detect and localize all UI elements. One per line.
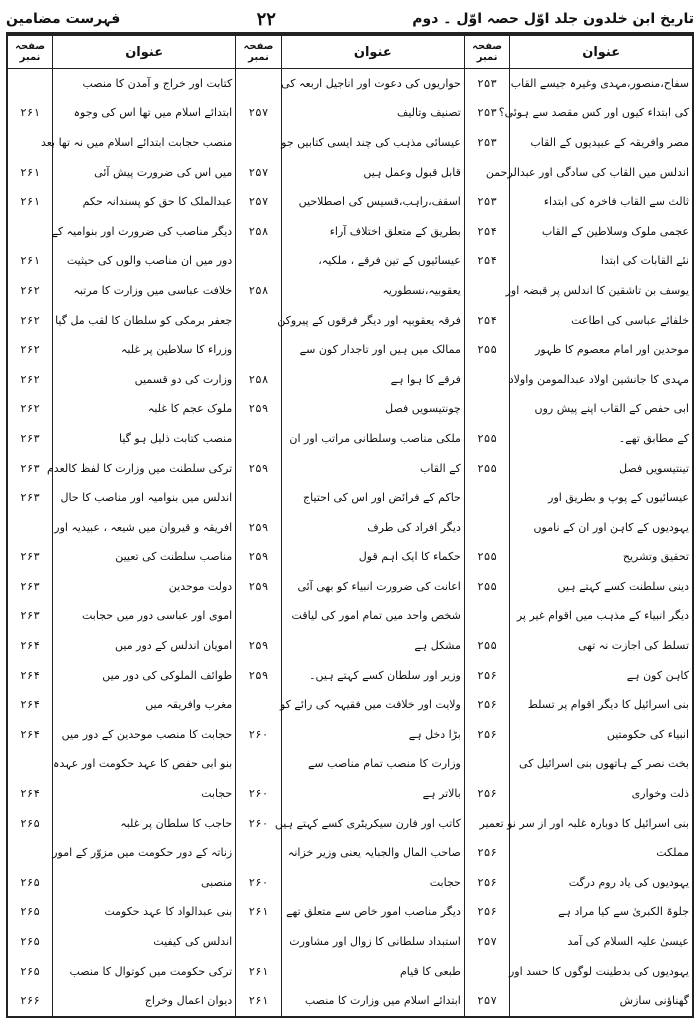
page-number-cell bbox=[464, 395, 510, 425]
entry-title-cell: دیوان اعمال وخراج bbox=[53, 986, 236, 1017]
page-number-cell bbox=[236, 247, 282, 277]
entry-title-cell: بنی اسرائیل کا دوبارہ غلبہ اور از سر نو تعمیر bbox=[510, 809, 693, 839]
page-number-cell bbox=[464, 957, 510, 987]
table-row bbox=[7, 927, 693, 957]
section-title: فہرست مضامین bbox=[6, 11, 121, 27]
entry-title-cell: کے مطابق تھے۔ bbox=[510, 424, 693, 454]
page-number-cell: ۲۵۹ bbox=[236, 395, 282, 425]
page-number-cell: ۲۶۲ bbox=[7, 306, 53, 336]
entry-title-cell: چونتیسویں فصل bbox=[281, 395, 464, 425]
page-number-cell: ۲۶۳ bbox=[7, 454, 53, 484]
page-number-cell: ۲۵۹ bbox=[236, 661, 282, 691]
table-row bbox=[7, 690, 693, 720]
entry-title-cell: ابی حفص کے القاب اپنے پیش روں bbox=[510, 395, 693, 425]
entry-title-cell: فرقہ یعقوبیہ اور دیگر فرقوں کے پیروکن bbox=[281, 306, 464, 336]
page-number-cell: ۲۶۴ bbox=[7, 779, 53, 809]
page-number-cell bbox=[7, 838, 53, 868]
page-number-cell bbox=[236, 927, 282, 957]
entry-title-cell: منصب حجابت ابتدائے اسلام میں نہ تھا بعد bbox=[53, 128, 236, 158]
page-number-cell bbox=[236, 306, 282, 336]
table-row bbox=[7, 543, 693, 573]
table-row bbox=[7, 335, 693, 365]
entry-title-cell: ولایت اور خلافت میں فقیہہ کی رائے کو bbox=[281, 690, 464, 720]
entry-title-cell: ثالث سے القاب فاخرہ کی ابتداء bbox=[510, 187, 693, 217]
page-number-cell: ۲۶۱ bbox=[7, 247, 53, 277]
page-number-cell: ۲۵۴ bbox=[464, 247, 510, 277]
page-number-cell bbox=[7, 750, 53, 780]
entry-title-cell: حاکم کے فرائض اور اس کی احتیاج bbox=[281, 483, 464, 513]
page-number-cell: ۲۶۳ bbox=[7, 543, 53, 573]
entry-title-cell: عیسائی مذہب کی چند ایسی کتابیں جو bbox=[281, 128, 464, 158]
entry-title-cell: حواریوں کی دعوت اور اناجیل اربعہ کی bbox=[281, 69, 464, 99]
entry-title-cell: وزراء کا سلاطین پر غلبہ bbox=[53, 335, 236, 365]
entry-title-cell: جعفر برمکی کو سلطان کا لقب مل گیا bbox=[53, 306, 236, 336]
column-header-title: عنوان bbox=[281, 35, 464, 69]
table-row bbox=[7, 483, 693, 513]
entry-title-cell: عبدالملک کا حق کو پسندانہ حکم bbox=[53, 187, 236, 217]
table-row bbox=[7, 306, 693, 336]
entry-title-cell: یوسف بن تاشقین کا اندلس پر قبضہ اور bbox=[510, 276, 693, 306]
entry-title-cell: ممالک میں ہیں اور تاجدار کون سے bbox=[281, 335, 464, 365]
page-number-cell bbox=[236, 424, 282, 454]
table-row bbox=[7, 69, 693, 99]
entry-title-cell: مشکل ہے bbox=[281, 631, 464, 661]
column-header-page: صفحہ نمبر bbox=[464, 35, 510, 69]
column-header-page: صفحہ نمبر bbox=[236, 35, 282, 69]
entry-title-cell: کاہن کون ہے bbox=[510, 661, 693, 691]
page-number-cell: ۲۵۸ bbox=[236, 365, 282, 395]
entry-title-cell: تینتیسویں فصل bbox=[510, 454, 693, 484]
table-row bbox=[7, 868, 693, 898]
entry-title-cell: تسلط کی اجازت نہ تھی bbox=[510, 631, 693, 661]
entry-title-cell: شخص واحد میں تمام امور کی لیاقت bbox=[281, 602, 464, 632]
page-number-cell: ۲۶۴ bbox=[7, 661, 53, 691]
page-number-cell: ۲۶۱ bbox=[7, 99, 53, 129]
column-header-page: صفحہ نمبر bbox=[7, 35, 53, 69]
entry-title-cell: ترکی حکومت میں کوتوال کا منصب bbox=[53, 957, 236, 987]
page-number-cell: ۲۵۵ bbox=[464, 631, 510, 661]
page-number-cell: ۲۶۵ bbox=[7, 809, 53, 839]
table-row bbox=[7, 986, 693, 1017]
entry-title-cell: اندلس کی کیفیت bbox=[53, 927, 236, 957]
entry-title-cell: ابتدائے اسلام میں وزارت کا منصب bbox=[281, 986, 464, 1017]
entry-title-cell: بڑا دخل ہے bbox=[281, 720, 464, 750]
book-title: تاریخ ابن خلدون جلد اوّل حصہ اوّل ۔ دوم bbox=[412, 11, 694, 27]
entry-title-cell: ذلت وخواری bbox=[510, 779, 693, 809]
page-number-cell bbox=[464, 483, 510, 513]
entry-title-cell: دولت موحدین bbox=[53, 572, 236, 602]
contents-body bbox=[7, 69, 693, 1018]
entry-title-cell: دیگر مناصب کی ضرورت اور بنوامیہ کے bbox=[53, 217, 236, 247]
page-number-cell: ۲۵۴ bbox=[464, 306, 510, 336]
entry-title-cell: جلوۃ الکبریٰ سے کیا مراد ہے bbox=[510, 898, 693, 928]
page-number-cell: ۲۵۵ bbox=[464, 543, 510, 573]
entry-title-cell: اعانت کی ضرورت انبیاء کو بھی آئی bbox=[281, 572, 464, 602]
entry-title-cell: وزیر اور سلطان کسے کہتے ہیں۔ bbox=[281, 661, 464, 691]
page-number-cell: ۲۵۴ bbox=[464, 217, 510, 247]
page-number-cell bbox=[236, 69, 282, 99]
entry-title-cell: سفاح،منصور،مہدی وغیرہ جیسے القاب bbox=[510, 69, 693, 99]
page-number-cell bbox=[464, 513, 510, 543]
table-row bbox=[7, 513, 693, 543]
entry-title-cell: عیسائیوں کے پوپ و بطریق اور bbox=[510, 483, 693, 513]
entry-title-cell: منصب کتابت ذلیل ہو گیا bbox=[53, 424, 236, 454]
table-row bbox=[7, 424, 693, 454]
page-number-cell: ۲۵۶ bbox=[464, 898, 510, 928]
entry-title-cell: حجابت bbox=[281, 868, 464, 898]
page-number-cell: ۲۶۱ bbox=[7, 187, 53, 217]
entry-title-cell: اندلس میں القاب کی سادگی اور عبدالرحمن bbox=[510, 158, 693, 188]
table-row bbox=[7, 454, 693, 484]
page-number-cell: ۲۵۶ bbox=[464, 838, 510, 868]
entry-title-cell: اندلس میں بنوامیہ اور مناصب کا حال bbox=[53, 483, 236, 513]
entry-title-cell: افریقہ و قیروان میں شیعہ ، عبیدیہ اور bbox=[53, 513, 236, 543]
entry-title-cell: فرقے کا ہوا ہے bbox=[281, 365, 464, 395]
entry-title-cell: عیسائیوں کے تین فرقے ، ملکیہ، bbox=[281, 247, 464, 277]
page-number-cell: ۲۵۵ bbox=[464, 424, 510, 454]
entry-title-cell: بطریق کے متعلق اختلاف آراء bbox=[281, 217, 464, 247]
page-number-cell: ۲۶۳ bbox=[7, 602, 53, 632]
page-number-cell: ۲۵۵ bbox=[464, 335, 510, 365]
entry-title-cell: قابل قبول وعمل ہیں bbox=[281, 158, 464, 188]
page-number-cell: ۲۶۳ bbox=[7, 424, 53, 454]
page-number-cell: ۲۶۰ bbox=[236, 779, 282, 809]
entry-title-cell: خلفائے عباسی کی اطاعت bbox=[510, 306, 693, 336]
entry-title-cell: کتابت اور خراج و آمدن کا منصب bbox=[53, 69, 236, 99]
table-row bbox=[7, 809, 693, 839]
entry-title-cell: نئے القابات کی ابتدا bbox=[510, 247, 693, 277]
table-row bbox=[7, 158, 693, 188]
table-row bbox=[7, 572, 693, 602]
page-number-cell: ۲۶۵ bbox=[7, 868, 53, 898]
table-row bbox=[7, 247, 693, 277]
table-row bbox=[7, 276, 693, 306]
entry-title-cell: مملکت bbox=[510, 838, 693, 868]
page-number-cell: ۲۵۶ bbox=[464, 720, 510, 750]
entry-title-cell: دیگر افراد کی طرف bbox=[281, 513, 464, 543]
entry-title-cell: مہدی کا جانشین اولاد عبدالمومن واولاد bbox=[510, 365, 693, 395]
entry-title-cell: انبیاء کی حکومتیں bbox=[510, 720, 693, 750]
page-number-cell: ۲۶۰ bbox=[236, 720, 282, 750]
page-number-cell: ۲۶۲ bbox=[7, 335, 53, 365]
entry-title-cell: یہودیوں کی بدطینت لوگوں کا حسد اور bbox=[510, 957, 693, 987]
page-number-cell: ۲۵۷ bbox=[236, 158, 282, 188]
page-number-cell: ۲۶۱ bbox=[236, 957, 282, 987]
entry-title-cell: کے القاب bbox=[281, 454, 464, 484]
page-number-cell: ۲۶۳ bbox=[7, 483, 53, 513]
entry-title-cell: ملوک عجم کا غلبہ bbox=[53, 395, 236, 425]
entry-title-cell: یہودیوں کے کاہن اور ان کے ناموں bbox=[510, 513, 693, 543]
page-number-cell: ۲۶۶ bbox=[7, 986, 53, 1017]
entry-title-cell: بنی اسرائیل کا دیگر اقوام پر تسلط bbox=[510, 690, 693, 720]
page-number-cell: ۲۶۵ bbox=[7, 927, 53, 957]
entry-title-cell: اموی اور عباسی دور میں حجابت bbox=[53, 602, 236, 632]
page-number-cell: ۲۵۸ bbox=[236, 276, 282, 306]
table-row bbox=[7, 99, 693, 129]
entry-title-cell: تصنیف وتالیف bbox=[281, 99, 464, 129]
page-number-cell bbox=[236, 838, 282, 868]
entry-title-cell: امویان اندلس کے دور میں bbox=[53, 631, 236, 661]
page-number-cell: ۲۶۲ bbox=[7, 395, 53, 425]
page-number-cell: ۲۶۰ bbox=[236, 868, 282, 898]
page-number-cell: ۲۵۹ bbox=[236, 543, 282, 573]
entry-title-cell: تحقیق وتشریح bbox=[510, 543, 693, 573]
page-number-cell: ۲۵۹ bbox=[236, 631, 282, 661]
page-number: ۲۲ bbox=[256, 8, 276, 30]
entry-title-cell: یعقوبیہ،نسطوریہ bbox=[281, 276, 464, 306]
page-number-cell: ۲۶۲ bbox=[7, 276, 53, 306]
entry-title-cell: بالاتر ہے bbox=[281, 779, 464, 809]
table-row bbox=[7, 217, 693, 247]
page-number-cell: ۲۵۷ bbox=[236, 187, 282, 217]
entry-title-cell: دور میں ان مناصب والوں کی حیثیت bbox=[53, 247, 236, 277]
entry-title-cell: زناتہ کے دور حکومت میں مزوّر کے امور bbox=[53, 838, 236, 868]
entry-title-cell: مصر وافریقہ کے عبیدیوں کے القاب bbox=[510, 128, 693, 158]
entry-title-cell: میں اس کی ضرورت پیش آئی bbox=[53, 158, 236, 188]
page-number-cell: ۲۵۸ bbox=[236, 217, 282, 247]
entry-title-cell: ابتدائے اسلام میں تھا اس کی وجوہ bbox=[53, 99, 236, 129]
page-number-cell: ۲۶۴ bbox=[7, 690, 53, 720]
page-number-cell: ۲۶۰ bbox=[236, 809, 282, 839]
table-header-row bbox=[7, 35, 693, 69]
entry-title-cell: بخت نصر کے ہاتھوں بنی اسرائیل کی bbox=[510, 750, 693, 780]
page-number-cell: ۲۶۵ bbox=[7, 898, 53, 928]
page-number-cell bbox=[464, 365, 510, 395]
entry-title-cell: وزارت کی دو قسمیں bbox=[53, 365, 236, 395]
entry-title-cell: حکماء کا ایک اہم قول bbox=[281, 543, 464, 573]
entry-title-cell: یہودیوں کی یاد روم درگت bbox=[510, 868, 693, 898]
page-number-cell bbox=[236, 483, 282, 513]
page-number-cell: ۲۵۶ bbox=[464, 868, 510, 898]
page-number-cell: ۲۶۱ bbox=[7, 158, 53, 188]
page-number-cell: ۲۶۵ bbox=[7, 957, 53, 987]
page-number-cell: ۲۵۳ bbox=[464, 128, 510, 158]
entry-title-cell: مناصب سلطنت کی تعیین bbox=[53, 543, 236, 573]
entry-title-cell: استبداد سلطانی کا زوال اور مشاورت bbox=[281, 927, 464, 957]
table-row bbox=[7, 661, 693, 691]
page-number-cell: ۲۵۵ bbox=[464, 572, 510, 602]
entry-title-cell: وزارت کا منصب تمام مناصب سے bbox=[281, 750, 464, 780]
table-row bbox=[7, 365, 693, 395]
page-number-cell: ۲۵۹ bbox=[236, 454, 282, 484]
entry-title-cell: حاجب کا سلطان پر غلبہ bbox=[53, 809, 236, 839]
entry-title-cell: دیگر مناصب امور خاص سے متعلق تھے bbox=[281, 898, 464, 928]
page-number-cell: ۲۵۳ bbox=[464, 187, 510, 217]
entry-title-cell: بنی عبدالواد کا عہد حکومت bbox=[53, 898, 236, 928]
table-row bbox=[7, 187, 693, 217]
entry-title-cell: کی ابتداء کیوں اور کس مقصد سے ہوئی؟ bbox=[510, 99, 693, 129]
page-header bbox=[6, 6, 694, 34]
table-row bbox=[7, 779, 693, 809]
page-number-cell bbox=[7, 69, 53, 99]
entry-title-cell: اسقف،راہب،قسیس کی اصطلاحیں bbox=[281, 187, 464, 217]
page-number-cell bbox=[236, 690, 282, 720]
entry-title-cell: حجابت bbox=[53, 779, 236, 809]
page-number-cell bbox=[464, 602, 510, 632]
page-number-cell: ۲۶۲ bbox=[7, 365, 53, 395]
entry-title-cell: طوائف الملوکی کی دور میں bbox=[53, 661, 236, 691]
column-header-title: عنوان bbox=[510, 35, 693, 69]
page-number-cell: ۲۵۵ bbox=[464, 454, 510, 484]
entry-title-cell: صاحب المال والجبایہ یعنی وزیر خزانہ bbox=[281, 838, 464, 868]
page-number-cell bbox=[236, 128, 282, 158]
entry-title-cell: خلافت عباسی میں وزارت کا مرتبہ bbox=[53, 276, 236, 306]
page-number-cell: ۲۵۶ bbox=[464, 690, 510, 720]
page-number-cell: ۲۶۴ bbox=[7, 720, 53, 750]
table-row bbox=[7, 128, 693, 158]
table-row bbox=[7, 602, 693, 632]
entry-title-cell: عیسیٰ علیہ السلام کی آمد bbox=[510, 927, 693, 957]
page-number-cell bbox=[236, 750, 282, 780]
page-number-cell: ۲۵۹ bbox=[236, 513, 282, 543]
table-row bbox=[7, 898, 693, 928]
page-number-cell bbox=[464, 750, 510, 780]
entry-title-cell: حجابت کا منصب موحدین کے دور میں bbox=[53, 720, 236, 750]
page-number-cell: ۲۶۱ bbox=[236, 898, 282, 928]
page-number-cell bbox=[7, 513, 53, 543]
entry-title-cell: طبعی کا قیام bbox=[281, 957, 464, 987]
page-number-cell: ۲۵۶ bbox=[464, 779, 510, 809]
table-row bbox=[7, 838, 693, 868]
page-number-cell: ۲۵۳ bbox=[464, 69, 510, 99]
page-number-cell: ۲۵۶ bbox=[464, 661, 510, 691]
page-number-cell: ۲۶۳ bbox=[7, 572, 53, 602]
entry-title-cell: عجمی ملوک وسلاطین کے القاب bbox=[510, 217, 693, 247]
page-number-cell bbox=[464, 276, 510, 306]
entry-title-cell: کاتب اور فارن سیکریٹری کسے کہتے ہیں bbox=[281, 809, 464, 839]
entry-title-cell: موحدین اور امام معصوم کا ظہور bbox=[510, 335, 693, 365]
entry-title-cell: بنو ابی حفص کا عہد حکومت اور عہدہ bbox=[53, 750, 236, 780]
table-row bbox=[7, 720, 693, 750]
entry-title-cell: دیگر انبیاء کے مذہب میں اقوام غیر پر bbox=[510, 602, 693, 632]
entry-title-cell: مغرب وافریقہ میں bbox=[53, 690, 236, 720]
entry-title-cell: دینی سلطنت کسے کہتے ہیں bbox=[510, 572, 693, 602]
table-row bbox=[7, 395, 693, 425]
page-number-cell bbox=[236, 335, 282, 365]
page-number-cell: ۲۶۴ bbox=[7, 631, 53, 661]
column-header-title: عنوان bbox=[53, 35, 236, 69]
table-row bbox=[7, 750, 693, 780]
table-row bbox=[7, 631, 693, 661]
page-number-cell: ۲۵۹ bbox=[236, 572, 282, 602]
contents-table bbox=[6, 34, 694, 1018]
entry-title-cell: گھناؤنی سازش bbox=[510, 986, 693, 1017]
entry-title-cell: ملکی مناصب وسلطانی مراتب اور ان bbox=[281, 424, 464, 454]
page-number-cell: ۲۵۷ bbox=[464, 986, 510, 1017]
entry-title-cell: ترکی سلطنت میں وزارت کا لفظ کالعدم bbox=[53, 454, 236, 484]
page-number-cell: ۲۵۳ bbox=[464, 99, 510, 129]
page-number-cell bbox=[236, 602, 282, 632]
page-number-cell bbox=[7, 217, 53, 247]
table-row bbox=[7, 957, 693, 987]
page-number-cell: ۲۶۱ bbox=[236, 986, 282, 1017]
page-number-cell: ۲۵۷ bbox=[236, 99, 282, 129]
page-number-cell: ۲۵۷ bbox=[464, 927, 510, 957]
entry-title-cell: منصبی bbox=[53, 868, 236, 898]
